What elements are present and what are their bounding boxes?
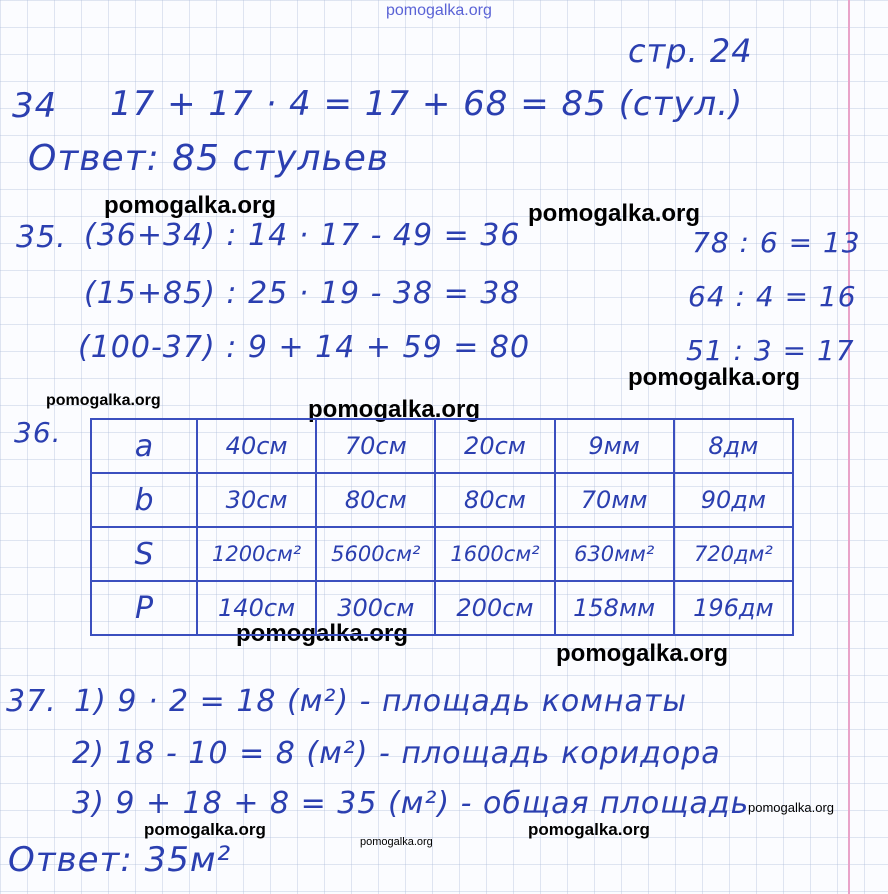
- table-cell: 8дм: [674, 419, 793, 473]
- table-cell: 1600см²: [435, 527, 554, 581]
- watermark: pomogalka.org: [46, 392, 161, 409]
- table-cell: 200см: [435, 581, 554, 635]
- table-cell: 80см: [435, 473, 554, 527]
- task-number: 36.: [14, 416, 62, 449]
- table-row: [91, 419, 793, 473]
- table-row: [91, 527, 793, 581]
- table-cell: 140см: [197, 581, 316, 635]
- table-cell: 70мм: [555, 473, 674, 527]
- table-cell: 80см: [316, 473, 435, 527]
- table-cell: 5600см²: [316, 527, 435, 581]
- table-cell: 40см: [197, 419, 316, 473]
- task-number: 37.: [6, 684, 57, 719]
- page-number: стр. 24: [628, 32, 753, 70]
- watermark: pomogalka.org: [628, 364, 801, 391]
- task-number: 34: [12, 86, 58, 126]
- side-calculation: 64 : 4 = 16: [688, 280, 857, 313]
- table-cell: 196дм: [674, 581, 793, 635]
- table-cell: 158мм: [555, 581, 674, 635]
- table-cell: 9мм: [555, 419, 674, 473]
- watermark: pomogalka.org: [386, 2, 492, 19]
- table-cell: 70см: [316, 419, 435, 473]
- task-step: 2) 18 - 10 = 8 (м²) - площадь коридора: [72, 736, 721, 771]
- task-answer: Ответ: 35м²: [8, 840, 232, 880]
- watermark: pomogalka.org: [528, 820, 650, 839]
- watermark: pomogalka.org: [360, 836, 433, 848]
- margin-line: [848, 0, 850, 894]
- table-cell: 300см: [316, 581, 435, 635]
- table-cell: 30см: [197, 473, 316, 527]
- watermark: pomogalka.org: [236, 620, 409, 647]
- task-answer: Ответ: 85 стульев: [28, 138, 390, 179]
- watermark: pomogalka.org: [308, 396, 481, 423]
- side-calculation: 51 : 3 = 17: [686, 334, 855, 367]
- task-expression: (36+34) : 14 · 17 - 49 = 36: [84, 218, 521, 253]
- table-row: [91, 473, 793, 527]
- watermark: pomogalka.org: [144, 820, 266, 839]
- side-calculation: 78 : 6 = 13: [692, 226, 861, 259]
- row-label: S: [91, 527, 197, 581]
- watermark: pomogalka.org: [556, 640, 729, 667]
- task-expression: (100-37) : 9 + 14 + 59 = 80: [78, 330, 531, 365]
- task-step: 3) 9 + 18 + 8 = 35 (м²) - общая площадь: [72, 786, 750, 821]
- watermark: pomogalka.org: [104, 192, 277, 219]
- table-cell: 720дм²: [674, 527, 793, 581]
- watermark: pomogalka.org: [748, 800, 834, 815]
- rectangle-table: [90, 418, 794, 636]
- table-cell: 1200см²: [197, 527, 316, 581]
- table-cell: 20см: [435, 419, 554, 473]
- watermark: pomogalka.org: [528, 200, 701, 227]
- row-label: a: [91, 419, 197, 473]
- row-label: P: [91, 581, 197, 635]
- task-expression: 17 + 17 · 4 = 17 + 68 = 85 (стул.): [110, 84, 744, 124]
- task-number: 35.: [16, 220, 67, 255]
- table-row: [91, 581, 793, 635]
- table-cell: 90дм: [674, 473, 793, 527]
- task-expression: (15+85) : 25 · 19 - 38 = 38: [84, 276, 521, 311]
- table-cell: 630мм²: [555, 527, 674, 581]
- row-label: b: [91, 473, 197, 527]
- task-step: 1) 9 · 2 = 18 (м²) - площадь комнаты: [74, 684, 688, 719]
